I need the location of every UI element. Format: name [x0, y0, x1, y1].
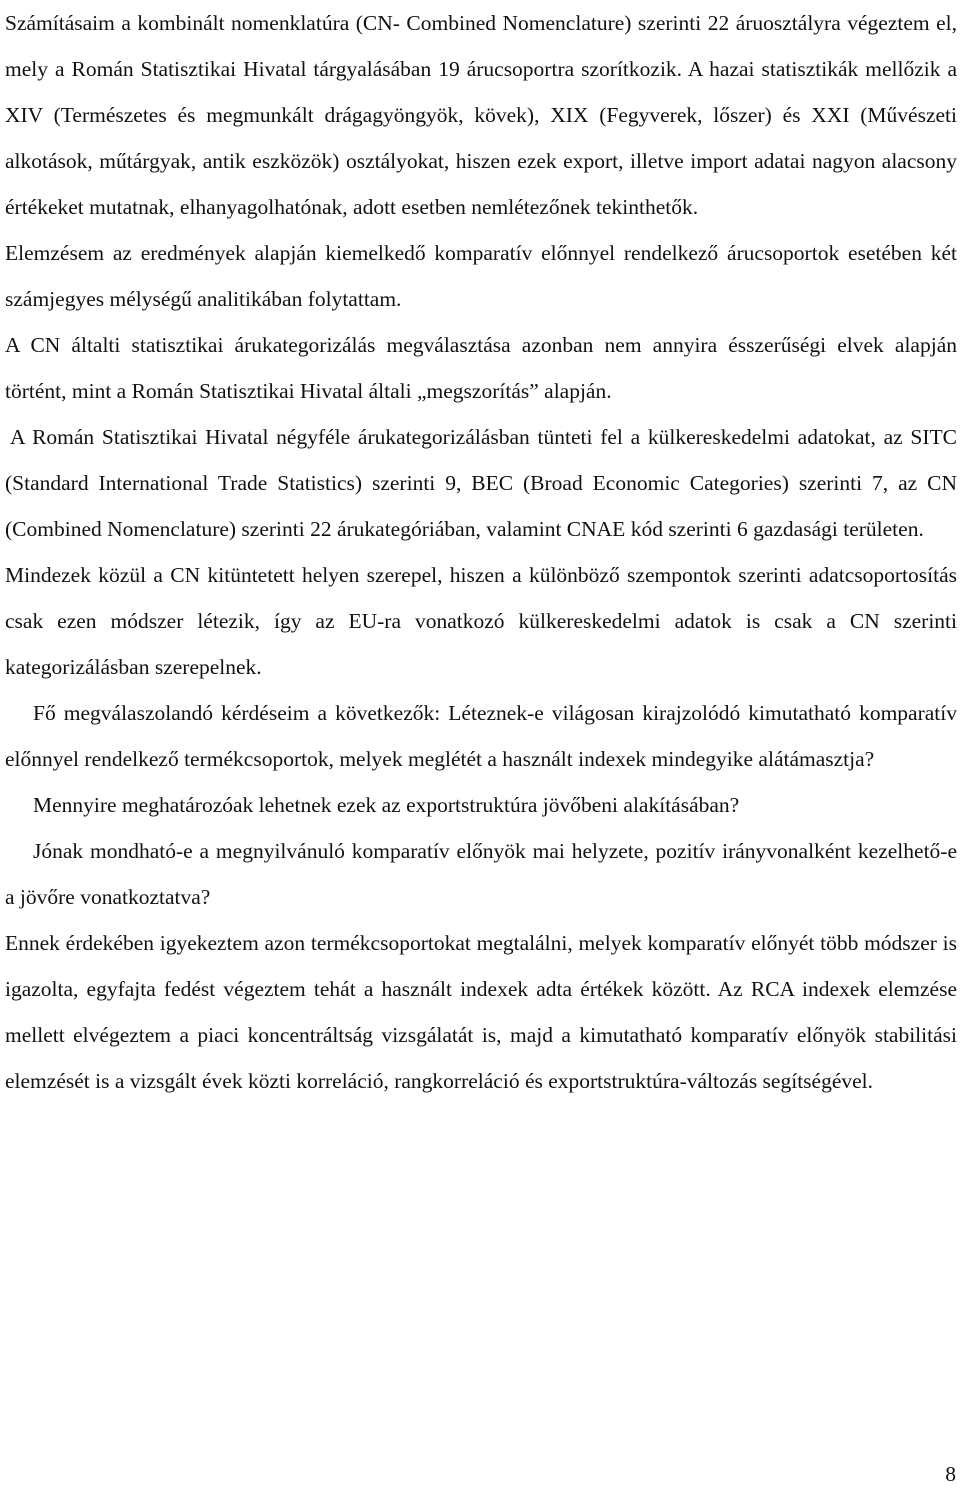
- paragraph-methodology: Ennek érdekében igyekeztem azon termékcsoportokat megtalálni, melyek komparatív előnyét több módszer is igazolta, egyfajta fedést végeztem tehát a használt indexek adta értékek között. Az RCA indexek elemzése mellett elvégeztem a piaci koncentráltság vizsgálatát is, majd a kimutatható komparatív előnyök stabilitási elemzését is a vizsgált évek közti korreláció, rangkorreláció és exportstruktúra-változás segítségével.: [5, 931, 957, 1093]
- paragraph-cn-priority: Mindezek közül a CN kitüntetett helyen szerepel, hiszen a különböző szempontok szerinti adatcsoportosítás csak ezen módszer létezik, így az EU-ra vonatkozó külkereskedelmi adatok is csak a CN szerinti kategorizálásban szerepelnek.: [5, 563, 957, 679]
- paragraph-research-question-2: Mennyire meghatározóak lehetnek ezek az exportstruktúra jövőbeni alakításában?: [33, 793, 740, 817]
- document-page: [5, 0, 957, 1104]
- paragraph-analysis-depth: Elemzésem az eredmények alapján kiemelkedő komparatív előnnyel rendelkező árucsoportok esetében két számjegyes mélységű analitikában folytattam.: [5, 241, 957, 311]
- paragraph-cn-choice: A CN általti statisztikai árukategorizálás megválasztása azonban nem annyira ésszerűségi elvek alapján történt, mint a Román Statisztikai Hivatal általi „megszorítás” alapján.: [5, 333, 957, 403]
- paragraph-research-question-1: Fő megválaszolandó kérdéseim a következők: Léteznek-e világosan kirajzolódó kimutatható komparatív előnnyel rendelkező termékcsoportok, melyek meglétét a használt indexek mindegyike alátámasztja?: [5, 701, 957, 771]
- paragraph-research-question-3: Jónak mondható-e a megnyilvánuló komparatív előnyök mai helyzete, pozitív irányvonalként kezelhető-e a jövőre vonatkoztatva?: [5, 839, 957, 909]
- paragraph-cn-classification: Számításaim a kombinált nomenklatúra (CN- Combined Nomenclature) szerinti 22 áruosztályra végeztem el, mely a Román Statisztikai Hivatal tárgyalásában 19 árucsoportra szorítkozik. A hazai statisztikák mellőzik a XIV (Természetes és megmunkált drágagyöngyök, kövek), XIX (Fegyverek, lőszer) és XXI (Művészeti alkotások, műtárgyak, antik eszközök) osztályokat, hiszen ezek export, illetve import adatai nagyon alacsony értékeket mutatnak, elhanyagolhatónak, adott esetben nemlétezőnek tekinthetők.: [5, 11, 957, 219]
- page-number: 8: [945, 1462, 956, 1486]
- paragraph-statistics-office: A Román Statisztikai Hivatal négyféle árukategorizálásban tünteti fel a külkereskedelmi adatokat, az SITC (Standard International Trade Statistics) szerinti 9, BEC (Broad Economic Categories) szerinti 7, az CN (Combined Nomenclature) szerinti 22 árukategóriában, valamint CNAE kód szerinti 6 gazdasági területen.: [5, 425, 957, 541]
